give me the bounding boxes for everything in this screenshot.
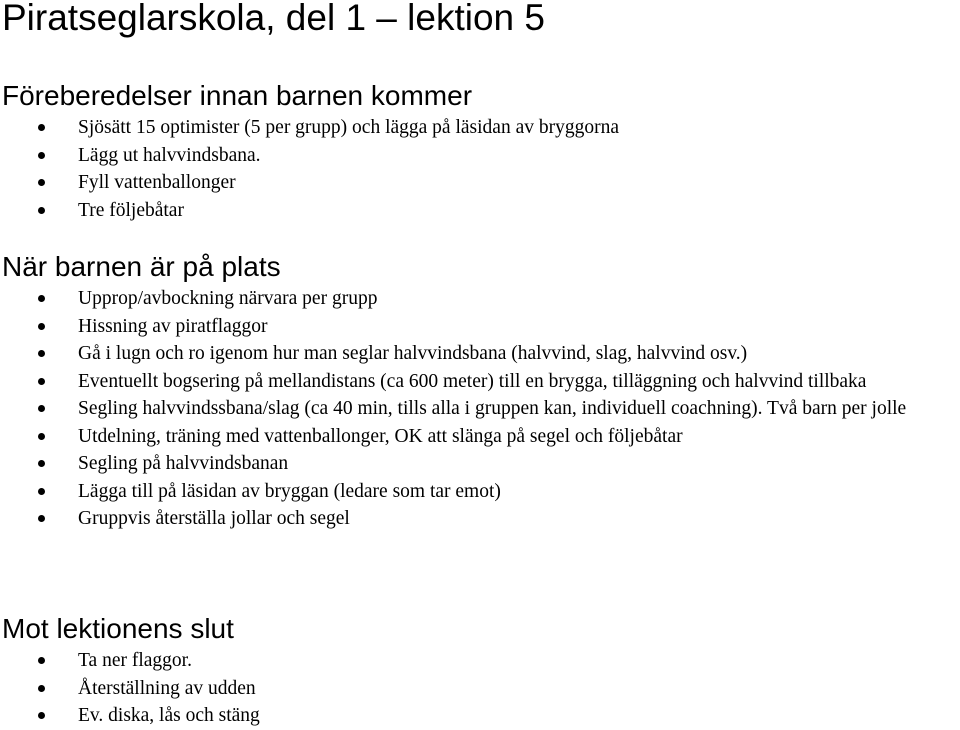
bullet-icon	[38, 460, 45, 467]
bullet-icon	[38, 207, 45, 214]
list-item: Segling halvvindssbana/slag (ca 40 min, tills alla i gruppen kan, individuell coachning). Två barn per jolle	[0, 395, 960, 423]
list-item: Tre följebåtar	[0, 197, 960, 225]
bullet-icon	[38, 350, 45, 357]
bullet-icon	[38, 152, 45, 159]
bullet-icon	[38, 124, 45, 131]
list-item: Hissning av piratflaggor	[0, 313, 960, 341]
bullet-icon	[38, 323, 45, 330]
bullet-icon	[38, 685, 45, 692]
arrival-list	[0, 285, 960, 533]
bullet-icon	[38, 488, 45, 495]
bullet-icon	[38, 515, 45, 522]
bullet-icon	[38, 712, 45, 719]
bullet-icon	[38, 405, 45, 412]
list-item: Eventuellt bogsering på mellandistans (ca 600 meter) till en brygga, tilläggning och halvvind tillbaka	[0, 368, 960, 396]
section-heading-arrival: När barnen är på plats	[2, 251, 281, 282]
list-item: Ev. diska, lås och stäng	[0, 702, 960, 730]
end-of-lesson-list	[0, 647, 960, 730]
list-item: Segling på halvvindsbanan	[0, 450, 960, 478]
list-item: Lägg ut halvvindsbana.	[0, 142, 960, 170]
bullet-icon	[38, 433, 45, 440]
list-item: Utdelning, träning med vattenballonger, OK att slänga på segel och följebåtar	[0, 423, 960, 451]
list-item: Gå i lugn och ro igenom hur man seglar halvvindsbana (halvvind, slag, halvvind osv.)	[0, 340, 960, 368]
list-item: Upprop/avbockning närvara per grupp	[0, 285, 960, 313]
bullet-icon	[38, 378, 45, 385]
list-item: Sjösätt 15 optimister (5 per grupp) och lägga på läsidan av bryggorna	[0, 114, 960, 142]
list-item: Ta ner flaggor.	[0, 647, 960, 675]
list-item: Gruppvis återställa jollar och segel	[0, 505, 960, 533]
section-heading-end-of-lesson: Mot lektionens slut	[2, 613, 234, 644]
bullet-icon	[38, 657, 45, 664]
list-item: Fyll vattenballonger	[0, 169, 960, 197]
page-title: Piratseglarskola, del 1 – lektion 5	[2, 0, 545, 38]
bullet-icon	[38, 295, 45, 302]
preparations-list	[0, 114, 960, 224]
bullet-icon	[38, 179, 45, 186]
list-item: Lägga till på läsidan av bryggan (ledare som tar emot)	[0, 478, 960, 506]
section-heading-preparations: Föreberedelser innan barnen kommer	[2, 80, 473, 111]
list-item: Återställning av udden	[0, 675, 960, 703]
